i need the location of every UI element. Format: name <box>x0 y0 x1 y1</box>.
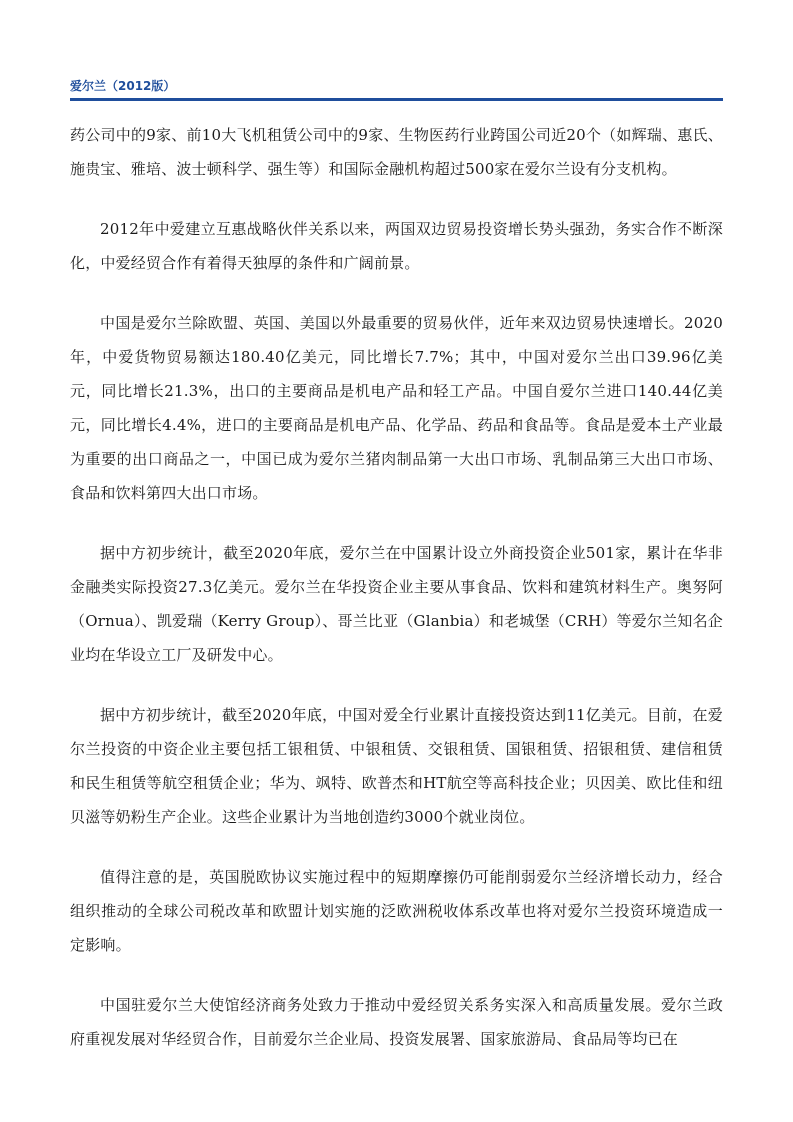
paragraph: 中国驻爱尔兰大使馆经济商务处致力于推动中爱经贸关系务实深入和高质量发展。爱尔兰政府重视发展对华经贸合作，目前爱尔兰企业局、投资发展署、国家旅游局、食品局等均已在 <box>70 996 723 1048</box>
paragraph: 值得注意的是，英国脱欧协议实施过程中的短期摩擦仍可能削弱爱尔兰经济增长动力，经合组织推动的全球公司税改革和欧盟计划实施的泛欧洲税收体系改革也将对爱尔兰投资环境造成一定影响。 <box>70 868 723 954</box>
document-body <box>70 118 723 1082</box>
header-divider <box>70 98 723 101</box>
paragraph: 中国是爱尔兰除欧盟、英国、美国以外最重要的贸易伙伴，近年来双边贸易快速增长。2020年，中爱货物贸易额达180.40亿美元，同比增长7.7%；其中，中国对爱尔兰出口39.96亿美元，同比增长21.3%，出口的主要商品是机电产品和轻工产品。中国自爱尔兰进口140.44亿美元，同比增长4.4%，进口的主要商品是机电产品、化学品、药品和食品等。食品是爱本土产业最为重要的出口商品之一，中国已成为爱尔兰猪肉制品第一大出口市场、乳制品第三大出口市场、食品和饮料第四大出口市场。 <box>70 314 723 502</box>
header-title: 爱尔兰（2012版） <box>70 79 176 93</box>
paragraph: 2012年中爱建立互惠战略伙伴关系以来，两国双边贸易投资增长势头强劲，务实合作不断深化，中爱经贸合作有着得天独厚的条件和广阔前景。 <box>70 220 723 272</box>
paragraph: 据中方初步统计，截至2020年底，中国对爱全行业累计直接投资达到11亿美元。目前，在爱尔兰投资的中资企业主要包括工银租赁、中银租赁、交银租赁、国银租赁、招银租赁、建信租赁和民生租赁等航空租赁企业；华为、飒特、欧普杰和HT航空等高科技企业；贝因美、欧比佳和纽贝滋等奶粉生产企业。这些企业累计为当地创造约3000个就业岗位。 <box>70 706 723 826</box>
paragraph: 据中方初步统计，截至2020年底，爱尔兰在中国累计设立外商投资企业501家，累计在华非金融类实际投资27.3亿美元。爱尔兰在华投资企业主要从事食品、饮料和建筑材料生产。奥努阿（Ornua）、凯爱瑞（Kerry Group）、哥兰比亚（Glanbia）和老城堡（CRH）等爱尔兰知名企业均在华设立工厂及研发中心。 <box>70 544 723 664</box>
paragraph: 药公司中的9家、前10大飞机租赁公司中的9家、生物医药行业跨国公司近20个（如辉瑞、惠氏、施贵宝、雅培、波士顿科学、强生等）和国际金融机构超过500家在爱尔兰设有分支机构。 <box>70 126 723 178</box>
page-header <box>70 78 723 100</box>
